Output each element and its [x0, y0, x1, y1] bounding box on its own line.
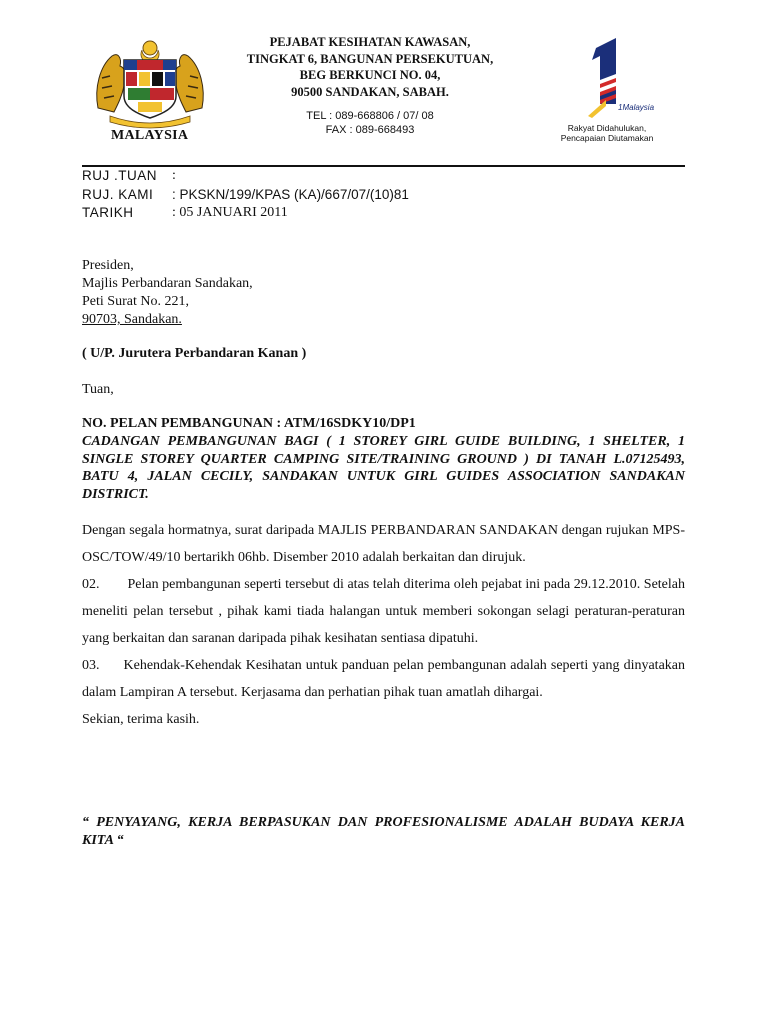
motto: “ PENYAYANG, KERJA BERPASUKAN DAN PROFESIONALISME ADALAH BUDAYA KERJA KITA “ — [82, 815, 685, 848]
ruj-tuan-value: : — [172, 168, 176, 183]
address-line: 90500 SANDAKAN, SABAH. — [291, 84, 449, 99]
office-address — [215, 34, 525, 100]
subject-block — [82, 415, 685, 503]
recipient-address — [82, 257, 253, 329]
ruj-kami-label: RUJ. KAMI — [82, 186, 154, 202]
recipient-line: Majlis Perbandaran Sandakan, — [82, 276, 253, 291]
one-malaysia-caption — [548, 123, 666, 143]
subject-title: NO. PELAN PEMBANGUNAN : ATM/16SDKY10/DP1 — [82, 416, 416, 431]
recipient-postcode: 90703, Sandakan. — [82, 312, 182, 327]
address-line: BEG BERKUNCI NO. 04, — [299, 68, 441, 82]
caption-line: Pencapaian Diutamakan — [560, 133, 654, 143]
recipient-line: Peti Surat No. 221, — [82, 294, 189, 309]
telephone: TEL : 089-668806 / 07/ 08 — [306, 110, 434, 122]
one-malaysia-logo-text: 1Malaysia — [618, 103, 655, 112]
ruj-tuan-label: RUJ .TUAN — [82, 168, 157, 183]
paragraph-2 — [82, 571, 685, 652]
address-line: PEJABAT KESIHATAN KAWASAN, — [269, 35, 471, 49]
one-malaysia-logo-icon — [566, 36, 655, 118]
coat-of-arms-icon — [92, 38, 208, 128]
paragraph-3-text: Kehendak-Kehendak Kesihatan untuk panduan pelan pembangunan adalah seperti yang dinyatakan dalam Lampiran A tersebut. Kerjasama dan perhatian pihak tuan amatlah dihargai. — [82, 658, 685, 700]
paragraph-number: 03. — [82, 658, 100, 673]
paragraph-1: Dengan segala hormatnya, surat daripada MAJLIS PERBANDARAN SANDAKAN dengan rujukan MPS-OSC/TOW/49/10 bertarikh 06hb. Disember 2010 adalah berkaitan dan dirujuk. — [82, 523, 685, 565]
address-line: TINGKAT 6, BANGUNAN PERSEKUTUAN, — [246, 51, 494, 66]
tarikh-row — [82, 204, 409, 223]
recipient-line: Presiden, — [82, 258, 134, 273]
paragraph-number: 02. — [82, 577, 100, 592]
tarikh-value: : 05 JANUARI 2011 — [172, 205, 288, 220]
paragraph-3 — [82, 652, 685, 706]
subject-description: CADANGAN PEMBANGUNAN BAGI ( 1 STOREY GIRL GUIDE BUILDING, 1 SHELTER, 1 SINGLE STOREY QUARTER CAMPING SITE/TRAINING GROUND ) DI TANAH L.07125493, BATU 4, JALAN CECILY, SANDAKAN UNTUK GIRL GUIDES ASSOCIATION SANDAKAN DISTRICT. — [82, 434, 685, 502]
closing-line: Sekian, terima kasih. — [82, 712, 200, 727]
attention-line: ( U/P. Jurutera Perbandaran Kanan ) — [82, 346, 307, 361]
paragraph-2-text: Pelan pembangunan seperti tersebut di atas telah diterima oleh pejabat ini pada 29.12.2010. Setelah meneliti pelan tersebut , pihak kami tiada halangan untuk memberi sokongan selagi peraturan-peraturan yang berkaitan dan saranan daripada pihak kesihatan sentiasa dipatuhi. — [82, 577, 685, 646]
caption-line: Rakyat Didahulukan, — [567, 123, 647, 133]
fax: FAX : 089-668493 — [325, 123, 415, 136]
tarikh-label: TARIKH — [82, 205, 134, 220]
letter-body — [82, 517, 685, 733]
reference-block — [82, 167, 409, 223]
ruj-kami-value: : PKSKN/199/KPAS (KA)/667/07/(10)81 — [172, 186, 409, 202]
ruj-tuan-row — [82, 167, 409, 186]
salutation: Tuan, — [82, 382, 114, 397]
contact-info — [215, 110, 525, 137]
country-label: MALAYSIA — [111, 128, 189, 143]
ruj-kami-row — [82, 186, 409, 205]
